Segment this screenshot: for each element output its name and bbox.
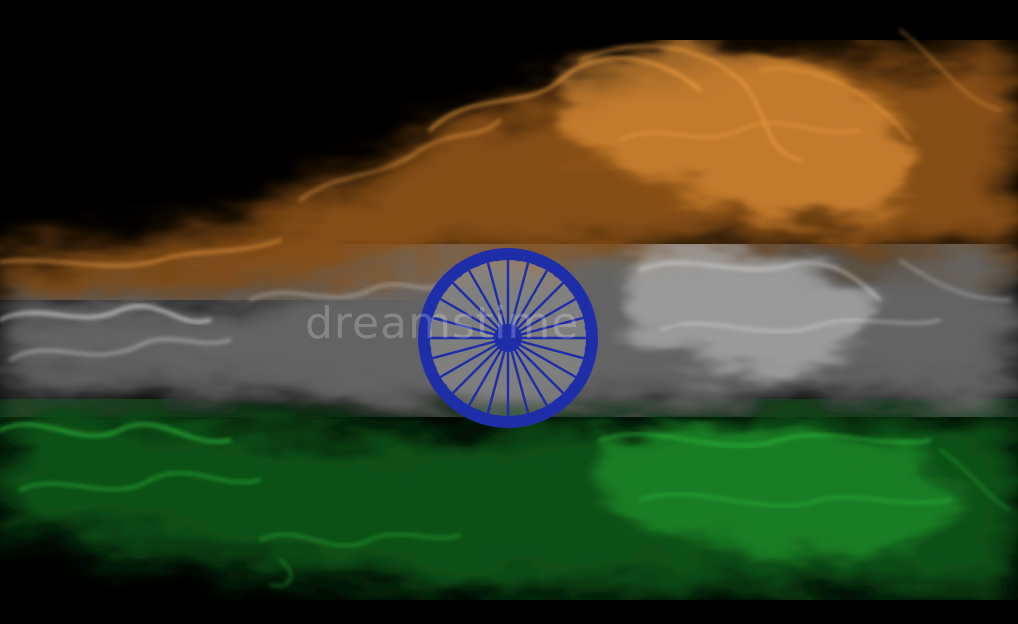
chakra-rim-dot (426, 346, 431, 351)
chakra-rim-dot (457, 399, 462, 404)
chakra-rim-dot (495, 415, 500, 420)
watermark: dreamstime (305, 298, 580, 349)
chakra-rim-dot (431, 366, 436, 371)
chakra-rim-dot (536, 261, 541, 266)
chakra-rim-dot (457, 272, 462, 277)
chakra-rim-dot (516, 256, 521, 261)
chakra-rim-dot (475, 261, 480, 266)
chakra-rim-dot (475, 409, 480, 414)
chakra-rim-dot (585, 325, 590, 330)
chakra-rim-dot (426, 325, 431, 330)
chakra-rim-dot (554, 272, 559, 277)
chakra-rim-dot (442, 384, 447, 389)
chakra-rim-dot (442, 287, 447, 292)
chakra-rim-dot (579, 305, 584, 310)
chakra-rim-dot (579, 366, 584, 371)
chakra-rim-dot (495, 256, 500, 261)
chakra-rim-dot (569, 384, 574, 389)
chakra-hub (494, 324, 522, 352)
ashoka-chakra (418, 248, 598, 428)
chakra-rim-dot (569, 287, 574, 292)
chakra-rim-dot (536, 409, 541, 414)
chakra-rim-dot (516, 415, 521, 420)
chakra-rim-dot (431, 305, 436, 310)
chakra-rim-dot (554, 399, 559, 404)
chakra-rim-dot (585, 346, 590, 351)
